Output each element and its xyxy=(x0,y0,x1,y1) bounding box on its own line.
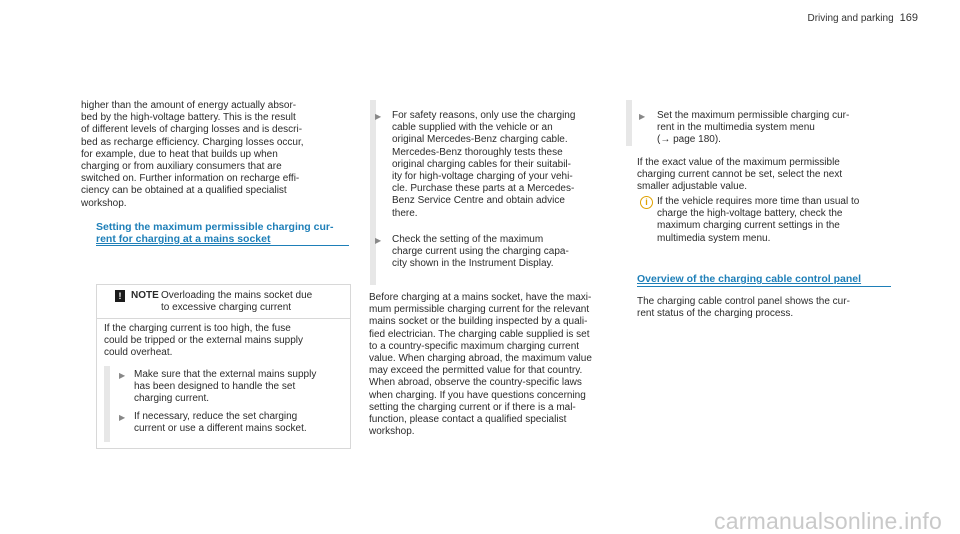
heading-text: Overview of the charging cable control panel xyxy=(637,273,862,285)
note-label: NOTE xyxy=(131,290,159,301)
note-step-1: Make sure that the external mains supply has been designed to handle the set charging current. xyxy=(134,369,317,405)
step-arrow-icon: ▶ xyxy=(639,112,646,121)
step-arrow-icon: ▶ xyxy=(119,413,126,422)
note-body: If the charging current is too high, the fuse could be tripped or the external mains supply could overheat. xyxy=(104,323,304,359)
section-heading-mains-socket xyxy=(96,221,356,245)
info-icon: i xyxy=(640,196,653,209)
col3-step-1: Set the maximum permissible charging cur- rent in the multimedia system menu (→ page 180). xyxy=(657,110,850,146)
step-arrow-icon: ▶ xyxy=(119,371,126,380)
note-step-2: If necessary, reduce the set charging current or use a different mains socket. xyxy=(134,411,307,435)
heading-line-1: Setting the maximum permissible charging cur- xyxy=(96,221,334,233)
page-number: 169 xyxy=(899,12,918,24)
instruction-bar xyxy=(370,100,376,285)
col3-paragraph-1: If the exact value of the maximum permissible charging current cannot be set, select the next smaller adjustable value. xyxy=(637,157,843,193)
watermark: carmanualsonline.info xyxy=(714,507,942,534)
instruction-bar xyxy=(104,366,110,442)
col2-step-2: Check the setting of the maximum charge current using the charging capa- city shown in the Instrument Display. xyxy=(392,234,569,270)
col2-step-1: For safety reasons, only use the charging cable supplied with the vehicle or an original Mercedes-Benz charging cable. Mercedes-Benz thoroughly tests these original charging cables for their suitabil- ity for high-voltage charging of your vehi- cle. Purchase these parts at a Mercedes- Benz Service Centre and obtain advice there. xyxy=(392,110,576,219)
intro-paragraph: higher than the amount of energy actually absor- bed by the high-voltage battery. This is the result of different levels of charging losses and is descri- bed as recharge efficiency. Charging losses occur, for example, due to heat that builds up when charging or from auxiliary consumers that are switched on. Further information on recharge effi- ciency can be obtained at a qualified specialist workshop. xyxy=(81,100,304,209)
note-title: Overloading the mains socket due to excessive charging current xyxy=(161,290,313,314)
section-title: Driving and parking xyxy=(807,13,894,24)
heading-rule xyxy=(637,286,891,287)
col3-paragraph-2: The charging cable control panel shows the cur- rent status of the charging process. xyxy=(637,296,850,320)
step-arrow-icon: ▶ xyxy=(375,236,382,245)
step-arrow-icon: ▶ xyxy=(375,112,382,121)
page-header xyxy=(807,12,918,25)
section-heading-control-panel xyxy=(637,273,897,285)
heading-rule xyxy=(96,245,349,246)
warning-icon: ! xyxy=(115,290,125,302)
col2-paragraph: Before charging at a mains socket, have the maxi- mum permissible charging current for the relevant mains socket or the building inspected by a quali- fied electrician. The charging cable supplied is set to a country-specific maximum charging current value. When charging abroad, the maximum value may exceed the permitted value for that country. When abroad, observe the country-specific laws when charging. If you have questions concerning setting the charging current or if there is a mal- function, please contact a qualified specialist workshop. xyxy=(369,292,592,438)
instruction-bar xyxy=(626,100,632,146)
note-separator xyxy=(97,318,350,319)
heading-line-2: rent for charging at a mains socket xyxy=(96,233,271,245)
col3-info-note: If the vehicle requires more time than usual to charge the high-voltage battery, check the maximum charging current settings in the multimedia system menu. xyxy=(657,196,860,244)
